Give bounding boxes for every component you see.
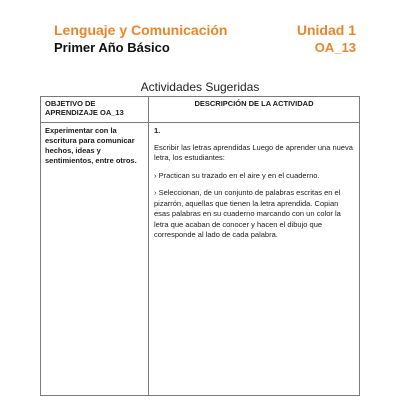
- header-row-bottom: [54, 39, 356, 56]
- activity-number: 1.: [154, 126, 161, 135]
- document-header: [54, 22, 356, 56]
- activity-paragraph-tracing: › Practican su trazado en el aire y en el cuaderno.: [154, 170, 320, 180]
- header-row-top: [54, 22, 356, 39]
- oa-label: OA_13: [314, 40, 356, 55]
- table-header-row: [41, 97, 360, 123]
- unit-label: Unidad 1: [296, 22, 356, 38]
- description-column-header: DESCRIPCIÓN DE LA ACTIVIDAD: [149, 97, 360, 123]
- activity-paragraph-intro: Escribir las letras aprendidas Luego de aprender una nueva letra, los estudiantes:: [154, 142, 353, 162]
- objective-column-header: OBJETIVO DE APRENDIZAJE OA_13: [41, 97, 149, 123]
- subject-title: Lenguaje y Comunicación: [54, 22, 228, 38]
- section-title: Actividades Sugeridas: [140, 80, 260, 94]
- grade-label: Primer Año Básico: [54, 40, 170, 55]
- objective-cell: Experimentar con la escritura para comunicar hechos, ideas y sentimientos, entre otros.: [41, 123, 149, 396]
- activity-table: [40, 96, 360, 396]
- description-cell: [149, 123, 360, 396]
- table-row: [41, 123, 360, 396]
- activity-paragraph-selection: › Seleccionan, de un conjunto de palabras escritas en el pizarrón, aquellas que tienen la letra aprendida. Copian esas palabras en su cuaderno marcando con un color la letra que acaban de conocer y hacen el dibujo que corresponde al lado de cada palabra.: [154, 188, 341, 239]
